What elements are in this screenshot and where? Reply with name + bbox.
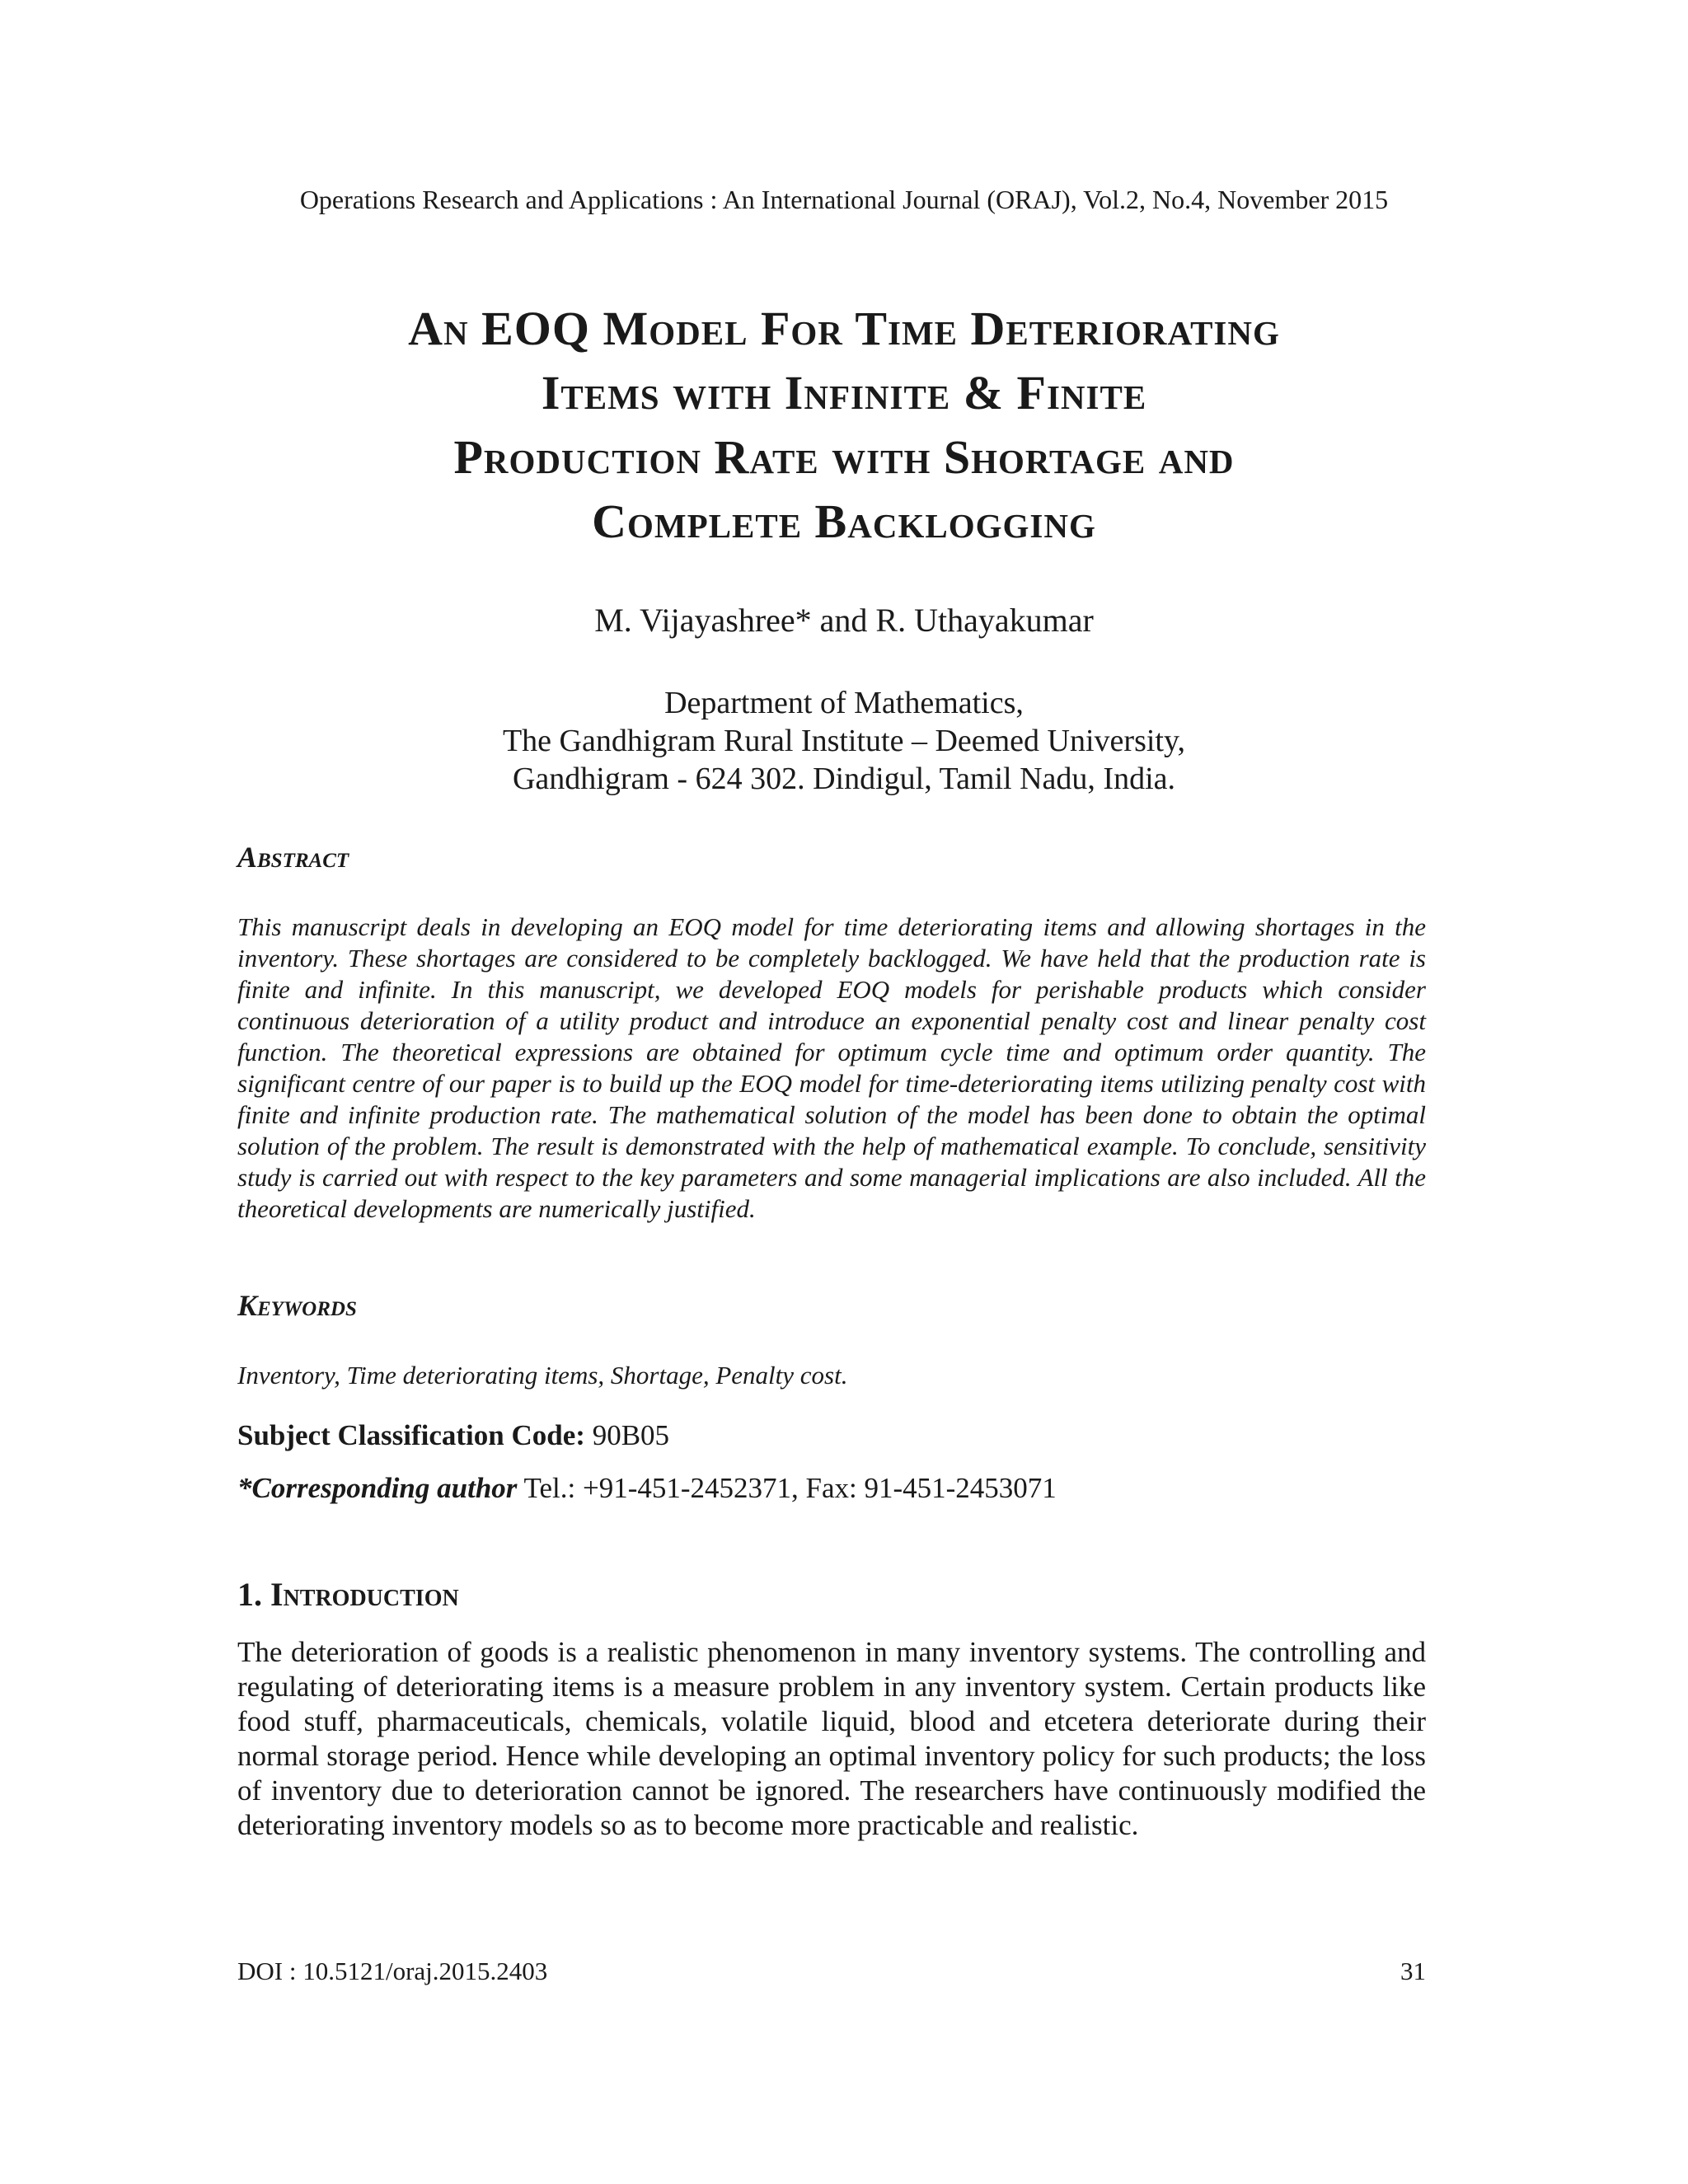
subject-classification-label: Subject Classification Code:: [237, 1419, 585, 1451]
journal-running-header: Operations Research and Applications : An International Journal (ORAJ), Vol.2, No.4, November 2015: [299, 185, 1389, 214]
title-line: An EOQ Model For Time Deteriorating: [408, 302, 1280, 355]
keywords-list: Inventory, Time deteriorating items, Shortage, Penalty cost.: [237, 1361, 848, 1390]
keywords-heading: Keywords: [237, 1289, 357, 1322]
affiliation-line: Gandhigram - 624 302. Dindigul, Tamil Nadu, India.: [512, 762, 1175, 796]
introduction-heading: 1. Introduction: [237, 1576, 459, 1613]
corresponding-author: [237, 1470, 1426, 1507]
doi-footer: DOI : 10.5121/oraj.2015.2403: [237, 1957, 548, 1985]
subject-classification: [237, 1418, 1426, 1454]
paper-title: [181, 297, 1507, 554]
affiliation-line: The Gandhigram Rural Institute – Deemed University,: [502, 724, 1186, 758]
author-list: M. Vijayashree* and R. Uthayakumar: [594, 602, 1094, 639]
abstract-heading: Abstract: [237, 841, 349, 874]
page-number: 31: [1400, 1957, 1426, 1985]
abstract-body: This manuscript deals in developing an EOQ model for time deteriorating items and allowing shortages in the inventory. These shortages are considered to be completely backlogged. We have held that the production rate is finite and infinite. In this manuscript, we developed EOQ models for perishable products which consider continuous deterioration of a utility product and introduce an exponential penalty cost and linear penalty cost function. The theoretical expressions are obtained for optimum cycle time and optimum order quantity. The significant centre of our paper is to build up the EOQ model for time-deteriorating items utilizing penalty cost with finite and infinite production rate. The mathematical solution of the model has been done to obtain the optimal solution of the problem. The result is demonstrated with the help of mathematical example. To conclude, sensitivity study is carried out with respect to the key parameters and some managerial implications are also included. All the theoretical developments are numerically justified.: [237, 912, 1426, 1223]
subject-classification-code: 90B05: [584, 1419, 670, 1451]
affiliation-line: Department of Mathematics,: [664, 686, 1024, 720]
introduction-body: The deterioration of goods is a realistic phenomenon in many inventory systems. The controlling and regulating of deteriorating items is a measure problem in any inventory system. Certain products like food stuff, pharmaceuticals, chemicals, volatile liquid, blood and etcetera deteriorate during their normal storage period. Hence while developing an optimal inventory policy for such products; the loss of inventory due to deterioration cannot be ignored. The researchers have continuously modified the deteriorating inventory models so as to become more practicable and realistic.: [237, 1636, 1426, 1841]
title-line: Complete Backlogging: [592, 494, 1096, 548]
title-line: Items with Infinite & Finite: [541, 366, 1147, 419]
author-affiliation: [0, 684, 1688, 798]
corresponding-author-label: *Corresponding author: [237, 1472, 518, 1504]
corresponding-author-contact: Tel.: +91-451-2452371, Fax: 91-451-2453071: [517, 1472, 1057, 1504]
title-line: Production Rate with Shortage and: [453, 430, 1235, 484]
